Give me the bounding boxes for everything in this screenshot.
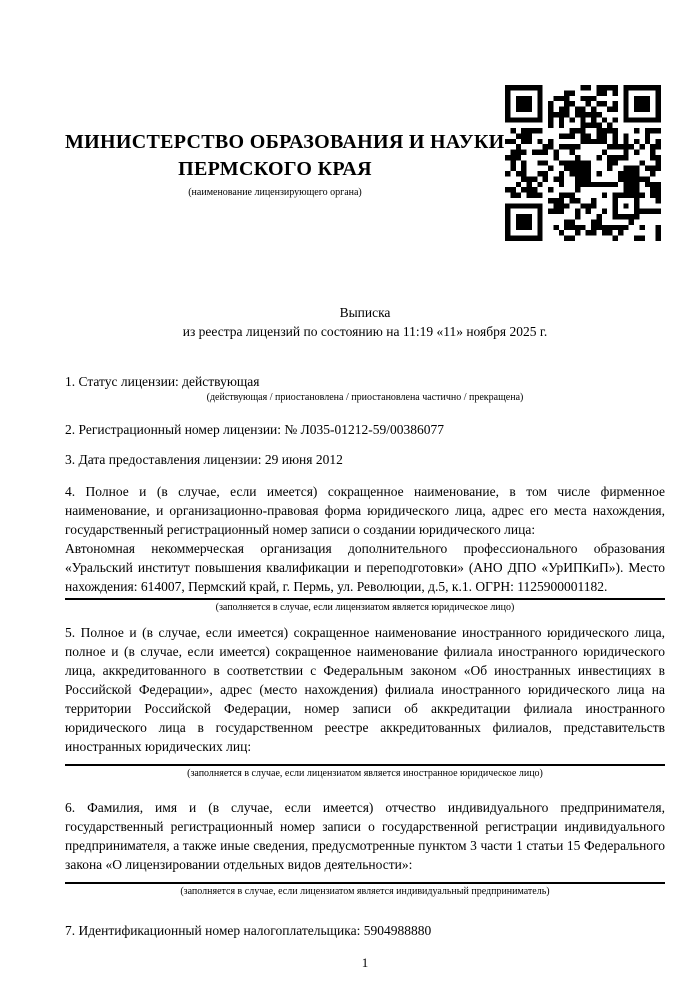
section-license-status bbox=[65, 372, 665, 404]
section-taxpayer-number bbox=[65, 921, 665, 940]
doc-title-line2: из реестра лицензий по состоянию на 11:19 «11» ноября 2025 г. bbox=[182, 324, 548, 339]
section-legal-entity bbox=[65, 482, 665, 614]
license-date-text: 3. Дата предоставления лицензии: 29 июня 2012 bbox=[65, 452, 343, 467]
doc-title-line1: Выписка bbox=[339, 305, 391, 320]
legal-entity-intro: 4. Полное и (в случае, если имеется) сокращенное наименование, в том числе фирменное наименование, и организационно-правовая форма юридического лица, адрес его места нахождения, государственный регистрационный номер записи о создании юридического лица: bbox=[65, 484, 665, 537]
issuer-name-line1: МИНИСТЕРСТВО ОБРАЗОВАНИЯ И НАУКИ bbox=[65, 131, 505, 153]
taxpayer-number-text: 7. Идентификационный номер налогоплательщика: 5904988880 bbox=[65, 923, 432, 938]
foreign-entity-caption: (заполняется в случае, если лицензиатом является иностранное юридическое лицо) bbox=[187, 768, 543, 779]
license-status-text: 1. Статус лицензии: действующая bbox=[65, 374, 260, 389]
legal-entity-caption: (заполняется в случае, если лицензиатом является юридическое лицо) bbox=[215, 602, 515, 613]
issuer-name-line2: ПЕРМСКОГО КРАЯ bbox=[178, 158, 372, 180]
issuing-authority-block bbox=[65, 129, 505, 199]
legal-entity-details: Автономная некоммерческая организация дополнительного профессионального образования «Уральский институт повышения квалификации и переподготовки» (АНО ДПО «УрИПКиП»). Место нахождения: 614007, Пермский край, г. Пермь, ул. Революции, д.5, к.1. ОГРН: 1125900001182. bbox=[65, 541, 665, 594]
qr-code bbox=[505, 85, 661, 241]
license-status-caption: (действующая / приостановлена / приостановлена частично / прекращена) bbox=[206, 392, 524, 403]
fill-line bbox=[65, 882, 665, 884]
registration-number-text: 2. Регистрационный номер лицензии: № Л035-01212-59/00386077 bbox=[65, 422, 445, 437]
fill-line bbox=[65, 598, 665, 600]
individual-entrepreneur-intro: 6. Фамилия, имя и (в случае, если имеется) отчество индивидуального предпринимателя, государственный регистрационный номер записи о государственной регистрации индивидуального предпринимателя, а также иные сведения, предусмотренные пунктом 3 части 1 статьи 15 Федерального закона «О лицензировании отдельных видов деятельности»: bbox=[65, 800, 665, 872]
page-number: 1 bbox=[361, 955, 369, 970]
document-title bbox=[65, 300, 665, 341]
section-foreign-entity bbox=[65, 623, 665, 780]
section-license-date bbox=[65, 450, 665, 469]
foreign-entity-intro: 5. Полное и (в случае, если имеется) сокращенное наименование иностранного юридического лица, полное и (в случае, если имеется) сокращенное наименование филиала иностранного юридического лица, аккредитованного в соответствии с Федеральным законом «Об иностранных инвестициях в Российской Федерации», адрес (место нахождения) филиала иностранного юридического лица на территории Российской Федерации, номер записи об аккредитации филиала иностранного юридического лица в государственном реестре аккредитованных филиалов, представительств иностранных юридических лиц: bbox=[65, 625, 665, 754]
individual-entrepreneur-caption: (заполняется в случае, если лицензиатом является индивидуальный предприниматель) bbox=[180, 886, 550, 897]
issuer-caption: (наименование лицензирующего органа) bbox=[188, 187, 362, 198]
document-body bbox=[65, 300, 665, 972]
section-individual-entrepreneur bbox=[65, 798, 665, 898]
section-registration-number bbox=[65, 420, 665, 439]
fill-line bbox=[65, 764, 665, 766]
